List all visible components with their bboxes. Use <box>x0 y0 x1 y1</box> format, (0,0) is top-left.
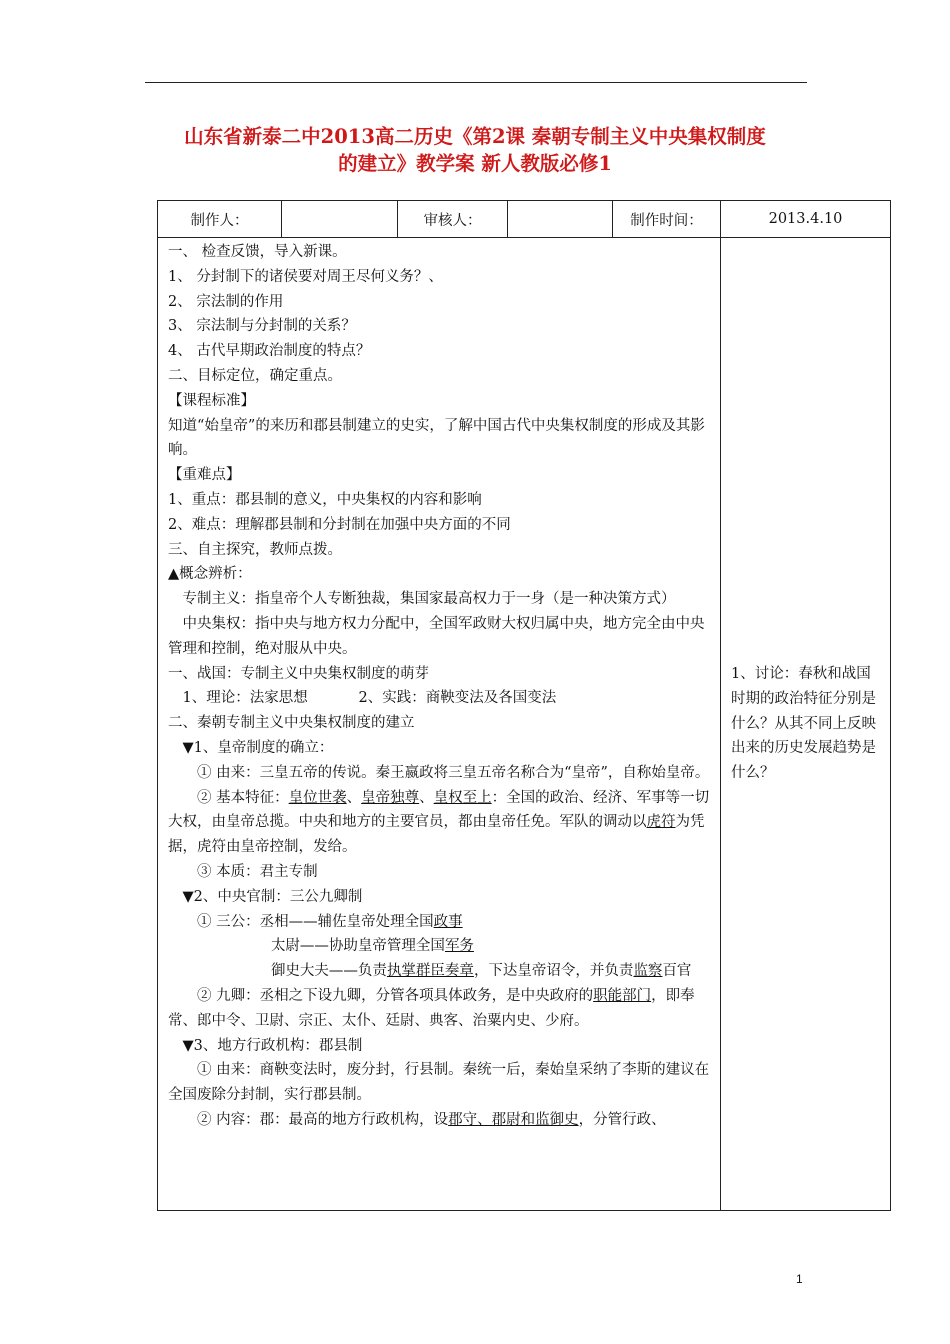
paragraph: 中央集权：指中央与地方权力分配中，全国军政财大权归属中央，地方完全由中央管理和控制，绝对服从中央。 <box>168 615 705 657</box>
text: 1、理论：法家思想 <box>182 690 308 707</box>
paragraph: ① 由来：商鞅变法时，废分封，行县制。秦统一后，秦始皇采纳了李斯的建议在全国废除分封制，实行郡县制。 <box>168 1062 710 1104</box>
underlined-term: 军务 <box>444 938 474 955</box>
text: ② 基本特征： <box>197 789 289 806</box>
title-line-2: 的建立》教学案 新人教版必修1 <box>338 152 612 175</box>
underlined-term: 皇帝独尊 <box>361 789 420 806</box>
text: ② 内容：郡：最高的地方行政机构，设 <box>197 1111 449 1128</box>
subsection-heading: ▼2、中央官制：三公九卿制 <box>182 888 363 905</box>
section-heading: 一、战国：专制主义中央集权制度的萌芽 <box>168 665 429 682</box>
paragraph: 专制主义：指皇帝个人专断独裁，集国家最高权力于一身（是一种决策方式） <box>182 591 676 608</box>
time-value: 2013.4.10 <box>721 201 891 238</box>
text: ，下达皇帝诏令，并负责 <box>473 963 634 980</box>
paragraph: ③ 本质：君主专制 <box>197 863 318 880</box>
text: 御史大夫——负责 <box>270 963 387 980</box>
underlined-term: 政事 <box>433 913 463 930</box>
underlined-term: 皇权至上 <box>433 789 492 806</box>
paragraph <box>168 686 712 711</box>
header-row <box>158 201 891 238</box>
reviewer-label: 审核人： <box>398 201 508 238</box>
text: ：全国的政治、经济、军事等一切大权，由皇帝总揽。中央和地方的主要官员，都由皇帝任免。军队的调动以 <box>168 789 710 831</box>
paragraph: ① 由来：三皇五帝的传说。秦王嬴政将三皇五帝名称合为“皇帝”，自称始皇帝。 <box>197 764 710 781</box>
text: ② 九卿：丞相之下设九卿，分管各项具体政务，是中央政府的 <box>197 987 594 1004</box>
time-label: 制作时间： <box>613 201 721 238</box>
maker-value <box>282 201 398 238</box>
text: 太尉——协助皇帝管理全国 <box>270 938 445 955</box>
content-row <box>158 238 891 1211</box>
lesson-table <box>157 200 891 1211</box>
text: 、 <box>346 789 362 806</box>
question-item: 4、 古代早期政治制度的特点？ <box>168 343 371 360</box>
paragraph <box>168 984 712 1034</box>
underlined-term: 职能部门 <box>593 987 652 1004</box>
lesson-content <box>158 238 721 1211</box>
text: ，分管行政、 <box>578 1111 666 1128</box>
subsection-heading: ▼3、地方行政机构：郡县制 <box>182 1037 363 1054</box>
paragraph <box>168 786 712 860</box>
underlined-term: 郡守、郡尉和监御史 <box>448 1111 579 1128</box>
text: 2、实践：商鞅变法及各国变法 <box>358 690 557 707</box>
reviewer-value <box>508 201 613 238</box>
paragraph <box>168 1108 712 1133</box>
section-heading: 二、秦朝专制主义中央集权制度的建立 <box>168 715 415 732</box>
side-note: 1、讨论：春秋和战国时期的政治特征分别是什么？从其不同上反映出来的历史发展趋势是什么？ <box>721 238 891 1211</box>
subsection-heading: 【课程标准】 <box>168 392 255 409</box>
question-item: 2、 宗法制的作用 <box>168 293 284 310</box>
maker-label: 制作人： <box>158 201 282 238</box>
text: ① 三公：丞相——辅佐皇帝处理全国 <box>197 913 434 930</box>
top-rule <box>145 82 807 83</box>
subsection-heading: 【重难点】 <box>168 467 241 484</box>
section-heading: 二、目标定位，确定重点。 <box>168 367 342 384</box>
text: 、 <box>419 789 434 806</box>
underlined-term: 虎符 <box>646 814 676 831</box>
underlined-term: 执掌群臣奏章 <box>386 963 474 980</box>
question-item: 1、 分封制下的诸侯要对周王尽何义务？、 <box>168 268 443 285</box>
paragraph: 1、重点：郡县制的意义，中央集权的内容和影响 <box>168 491 482 508</box>
underlined-term: 监察 <box>633 963 663 980</box>
underlined-term: 皇位世袭 <box>288 789 347 806</box>
paragraph <box>168 959 712 984</box>
paragraph: 知道“始皇帝”的来历和郡县制建立的史实，了解中国古代中央集权制度的形成及其影响。 <box>168 417 705 459</box>
title-line-1: 山东省新泰二中2013高二历史《第2课 秦朝专制主义中央集权制度 <box>184 125 766 148</box>
subsection-heading: ▼1、皇帝制度的确立： <box>182 739 334 756</box>
section-heading: 一、 检查反馈，导入新课。 <box>168 244 347 260</box>
subsection-heading: ▲概念辨析： <box>168 566 252 583</box>
question-item: 3、 宗法制与分封制的关系？ <box>168 318 356 335</box>
text: 百官 <box>662 963 692 980</box>
paragraph <box>168 934 712 959</box>
document-title <box>100 123 850 177</box>
section-heading: 三、自主探究，教师点拨。 <box>168 541 342 558</box>
page-number: 1 <box>796 1272 803 1286</box>
paragraph <box>168 910 712 935</box>
paragraph: 2、难点：理解郡县制和分封制在加强中央方面的不同 <box>168 516 511 533</box>
text: ，即奉常、郎中令、卫尉、宗正、太仆、廷尉、典客、治粟内史、少府。 <box>168 987 695 1029</box>
text: 为凭据，虎符由皇帝控制，发给。 <box>168 814 705 856</box>
